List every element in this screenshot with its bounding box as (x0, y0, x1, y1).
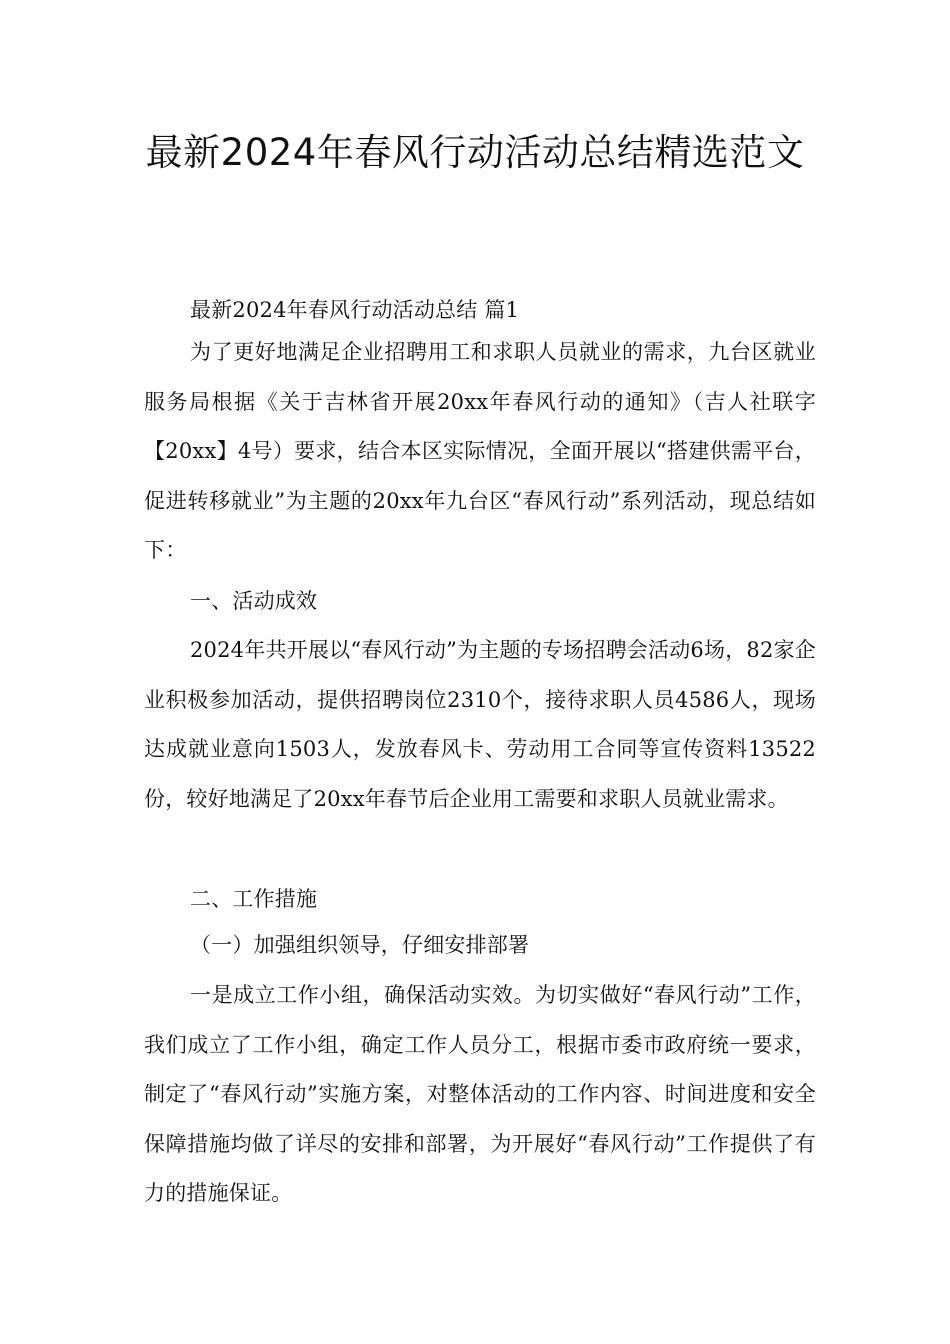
section-heading: 最新2024年春风行动活动总结 篇1 (190, 298, 520, 322)
document-title: 最新2024年春风行动活动总结精选范文 (145, 131, 805, 174)
subsection-heading: （一）加强组织领导，仔细安排部署 (190, 933, 530, 957)
paragraph: 一是成立工作小组，确保活动实效。为切实做好“春风行动”工作，我们成立了工作小组，确定工作人员分工，根据市委市政府统一要求，制定了“春风行动”实施方案，对整体活动的工作内容、时间进度和安全保障措施均做了详尽的安排和部署，为开展好“春风行动”工作提供了有力的措施保证。 (144, 983, 816, 1205)
paragraph: 2024年共开展以“春风行动”为主题的专场招聘会活动6场，82家企业积极参加活动，提供招聘岗位2310个，接待求职人员4586人，现场达成就业意向1503人，发放春风卡、劳动用工合同等宣传资料13522份，较好地满足了20xx年春节后企业用工需要和求职人员就业需求。 (144, 638, 816, 811)
section-heading: 一、活动成效 (190, 589, 318, 613)
paragraph: 为了更好地满足企业招聘用工和求职人员就业的需求，九台区就业服务局根据《关于吉林省开展20xx年春风行动的通知》（吉人社联字【20xx】4号）要求，结合本区实际情况，全面开展以“搭建供需平台，促进转移就业”为主题的20xx年九台区“春风行动”系列活动，现总结如下： (144, 340, 816, 562)
section-heading: 二、工作措施 (190, 887, 318, 911)
